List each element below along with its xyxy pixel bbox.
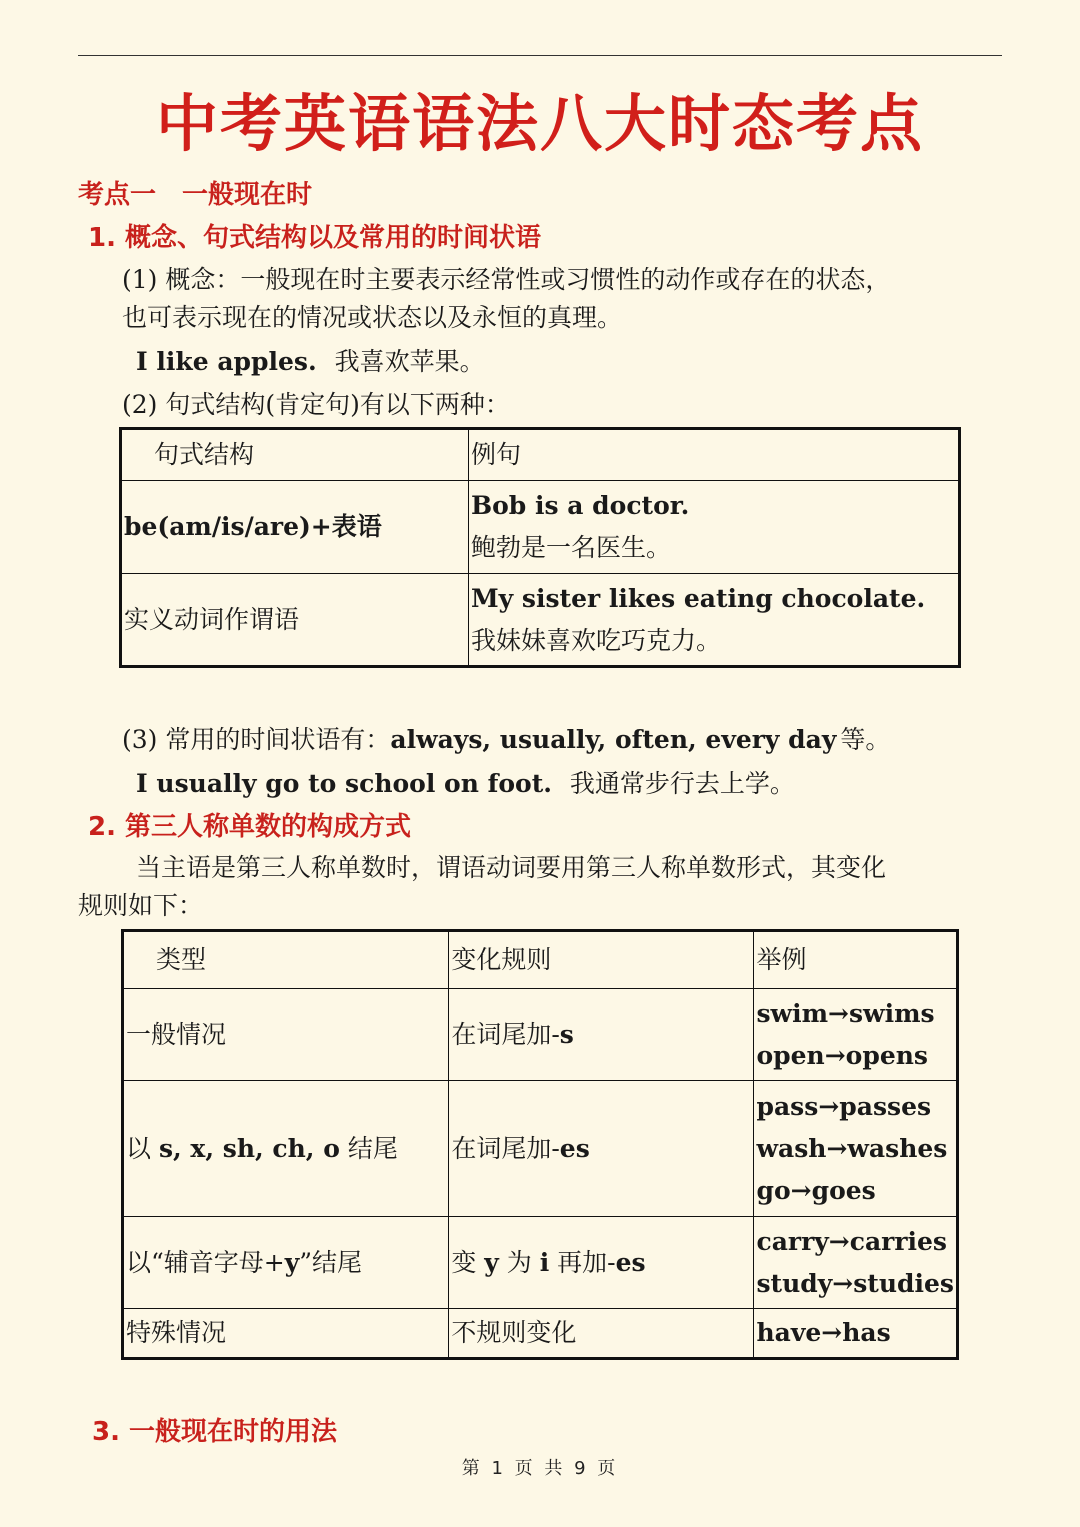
table-header-cell: 举例 — [754, 931, 958, 989]
adverbs-list: always, usually, often, every day — [390, 725, 837, 754]
example-sentence-1 — [136, 342, 485, 378]
examples-cell — [754, 1217, 958, 1309]
structure-cell — [121, 481, 469, 574]
examples-cell — [754, 1081, 958, 1217]
example-sentence-2 — [136, 764, 795, 800]
example-item: go→goes — [756, 1175, 876, 1205]
type-cell: 一般情况 — [123, 989, 449, 1081]
rule-text: 为 — [498, 1247, 540, 1277]
rule-letter: y — [484, 1247, 499, 1277]
third-person-intro-line-1: 当主语是第三人称单数时，谓语动词要用第三人称单数形式，其变化 — [136, 853, 887, 882]
example-cell — [469, 481, 960, 574]
example-1-chinese: 我喜欢苹果。 — [334, 347, 485, 376]
rule-cell: 不规则变化 — [449, 1309, 754, 1359]
rule-text: 在词尾加- — [451, 1133, 560, 1163]
type-cell — [123, 1081, 449, 1217]
sentence-structure-table — [119, 427, 961, 668]
rule-suffix: es — [615, 1247, 646, 1277]
rule-cell — [449, 1217, 754, 1309]
table-row — [123, 1309, 958, 1359]
table-row — [123, 989, 958, 1081]
table-row — [123, 1217, 958, 1309]
page-title: 中考英语语法八大时态考点 — [155, 87, 924, 160]
table-header-cell: 变化规则 — [449, 931, 754, 989]
table-row — [121, 574, 960, 667]
subsection-2-heading: 2. 第三人称单数的构成方式 — [88, 812, 412, 842]
example-item: pass→passes — [756, 1091, 932, 1121]
section-heading: 考点一 一般现在时 — [78, 180, 313, 210]
rule-text: 变 — [451, 1247, 485, 1277]
type-cell — [123, 1217, 449, 1309]
third-person-rules-table — [121, 929, 959, 1360]
adverbs-prefix: (3) 常用的时间状语有： — [122, 725, 391, 754]
example-chinese: 我妹妹喜欢吃巧克力。 — [471, 625, 722, 655]
rule-text: 再加- — [549, 1247, 616, 1277]
concept-line-1: (1) 概念：一般现在时主要表示经常性或习惯性的动作或存在的状态， — [122, 265, 891, 294]
type-letters: s, x, sh, ch, o — [158, 1133, 340, 1163]
page-number-footer: 第 1 页 共 9 页 — [461, 1458, 619, 1479]
type-text: 以“辅音字母+ — [126, 1247, 285, 1277]
table-header-cell: 句式结构 — [121, 429, 469, 481]
rule-suffix: es — [559, 1133, 590, 1163]
type-cell: 特殊情况 — [123, 1309, 449, 1359]
examples-cell — [754, 1309, 958, 1359]
type-text: 结尾 — [339, 1133, 398, 1163]
table-header-row — [121, 429, 960, 481]
example-english: Bob is a doctor. — [471, 491, 690, 520]
time-adverbs-line — [122, 720, 890, 756]
table-header-row — [123, 931, 958, 989]
example-item: wash→washes — [756, 1133, 948, 1163]
example-english: My sister likes eating chocolate. — [471, 583, 926, 613]
example-item: study→studies — [756, 1268, 954, 1298]
example-item: open→opens — [756, 1040, 928, 1070]
example-2-english: I usually go to school on foot. — [136, 769, 552, 798]
type-text: 以 — [126, 1133, 159, 1163]
structure-text: be(am/is/are)+表语 — [124, 512, 382, 541]
table-row — [123, 1081, 958, 1217]
example-cell — [469, 574, 960, 667]
example-item: swim→swims — [756, 998, 935, 1028]
rule-cell — [449, 1081, 754, 1217]
example-2-chinese: 我通常步行去上学。 — [569, 769, 795, 798]
example-item: carry→carries — [756, 1226, 947, 1256]
concept-line-2: 也可表示现在的情况或状态以及永恒的真理。 — [122, 303, 623, 332]
table-row — [121, 481, 960, 574]
structure-cell: 实义动词作谓语 — [121, 574, 469, 667]
subsection-3-heading: 3. 一般现在时的用法 — [92, 1417, 338, 1447]
example-item: have→has — [756, 1318, 891, 1347]
structure-intro: (2) 句式结构(肯定句)有以下两种： — [122, 390, 510, 419]
rule-text: 在词尾加- — [451, 1019, 560, 1049]
example-chinese: 鲍勃是一名医生。 — [471, 533, 672, 562]
rule-cell — [449, 989, 754, 1081]
rule-letter: i — [539, 1247, 550, 1277]
subsection-1-heading: 1. 概念、句式结构以及常用的时间状语 — [88, 223, 542, 253]
table-header-cell: 类型 — [123, 931, 449, 989]
example-1-english: I like apples. — [136, 347, 317, 376]
third-person-intro-line-2: 规则如下： — [78, 891, 204, 920]
examples-cell — [754, 989, 958, 1081]
rule-suffix: s — [559, 1019, 574, 1049]
type-letters: y — [284, 1247, 300, 1277]
top-divider — [78, 55, 1002, 56]
type-text: ”结尾 — [299, 1247, 363, 1277]
table-header-cell: 例句 — [469, 429, 960, 481]
adverbs-suffix: 等。 — [840, 725, 891, 754]
